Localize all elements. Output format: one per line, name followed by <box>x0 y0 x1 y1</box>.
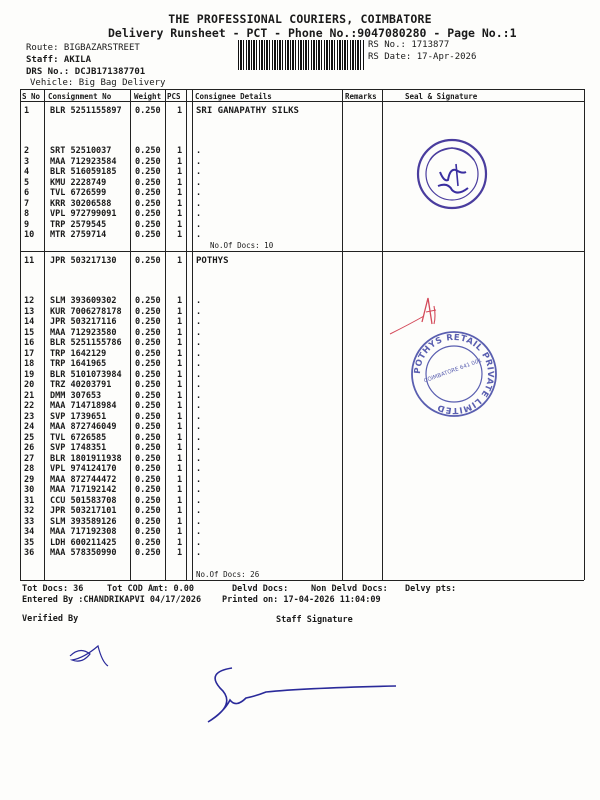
row-consignment-no: JPR 503217101 <box>50 506 117 516</box>
col-consignee: Consignee Details <box>195 92 272 101</box>
col-consignment: Consignment No <box>48 92 112 101</box>
row-pcs: 1 <box>177 411 183 422</box>
company-title: THE PROFESSIONAL COURIERS, COIMBATORE <box>168 12 432 26</box>
table-row <box>0 296 600 307</box>
col-seal-signature: Seal & Signature <box>405 92 478 101</box>
row-sno: 20 <box>24 380 35 390</box>
table-row <box>0 401 600 412</box>
row-weight: 0.250 <box>135 453 161 464</box>
row-weight: 0.250 <box>135 327 161 338</box>
delivered-docs: Delvd Docs: <box>232 584 289 594</box>
row-sno: 22 <box>24 401 35 411</box>
row-consignment-no: TRP 2579545 <box>50 219 107 230</box>
row-sno: 29 <box>24 474 35 485</box>
row-pcs: 1 <box>177 432 183 443</box>
col-sno: S No <box>22 92 41 101</box>
row-weight: 0.250 <box>135 411 161 422</box>
row-pcs: 1 <box>177 390 183 401</box>
row-weight: 0.250 <box>135 198 161 209</box>
row-pcs: 1 <box>177 474 183 485</box>
printed-on: Printed on: 17-04-2026 11:04:09 <box>222 595 381 605</box>
row-pcs: 1 <box>177 306 183 317</box>
row-consignee-mark: . <box>196 156 202 167</box>
row-consignment-no: TRZ 40203791 <box>50 380 112 390</box>
row-pcs: 1 <box>177 443 183 453</box>
row-pcs: 1 <box>177 256 183 266</box>
row-sno: 28 <box>24 464 35 474</box>
staff-signature-label: Staff Signature <box>276 615 353 625</box>
row-pcs: 1 <box>177 495 183 506</box>
route-label: Route: BIGBAZARSTREET <box>26 43 140 53</box>
consignee-name: SRI GANAPATHY SILKS <box>196 106 299 116</box>
row-sno: 36 <box>24 548 35 558</box>
drs-value: DCJB171387701 <box>74 67 146 77</box>
row-consignment-no: MAA 872746049 <box>50 422 117 432</box>
row-sno: 33 <box>24 516 35 527</box>
row-sno: 13 <box>24 306 35 317</box>
row-consignment-no: DMM 307653 <box>50 390 102 401</box>
row-pcs: 1 <box>177 516 183 527</box>
row-weight: 0.250 <box>135 485 161 495</box>
row-pcs: 1 <box>177 177 183 188</box>
table-row <box>0 178 600 189</box>
row-sno: 6 <box>24 188 30 198</box>
row-sno: 11 <box>24 256 35 266</box>
barcode <box>238 40 364 70</box>
row-consignee-mark: . <box>196 506 202 516</box>
drs-number <box>26 67 145 77</box>
non-delivered-docs: Non Delvd Docs: <box>311 584 388 594</box>
docs-count-note: No.Of Docs: 10 <box>210 241 274 250</box>
row-weight: 0.250 <box>135 167 161 177</box>
table-row <box>0 328 600 339</box>
row-pcs: 1 <box>177 317 183 327</box>
row-sno: 19 <box>24 369 35 380</box>
row-weight: 0.250 <box>135 495 161 506</box>
row-sno: 15 <box>24 327 35 338</box>
table-row <box>0 146 600 157</box>
row-pcs: 1 <box>177 146 183 156</box>
row-pcs: 1 <box>177 188 183 198</box>
row-consignment-no: BLR 5101073984 <box>50 369 122 380</box>
row-consignee-mark: . <box>196 401 202 411</box>
docs-count-note: No.Of Docs: 26 <box>196 570 260 579</box>
row-weight: 0.250 <box>135 230 161 240</box>
row-consignee-mark: . <box>196 359 202 369</box>
row-consignment-no: TRP 1642129 <box>50 348 107 359</box>
row-consignment-no: MAA 872744472 <box>50 474 117 485</box>
row-sno: 4 <box>24 167 30 177</box>
row-consignee-mark: . <box>196 411 202 422</box>
row-weight: 0.250 <box>135 338 161 348</box>
row-pcs: 1 <box>177 156 183 167</box>
row-weight: 0.250 <box>135 369 161 380</box>
entered-by: Entered By :CHANDRIKAPVI 04/17/2026 <box>22 595 202 605</box>
row-consignment-no: BLR 516059185 <box>50 167 117 177</box>
row-pcs: 1 <box>177 506 183 516</box>
table-row <box>0 220 600 231</box>
row-weight: 0.250 <box>135 348 161 359</box>
row-consignment-no: JPR 503217130 <box>50 256 117 266</box>
row-pcs: 1 <box>177 464 183 474</box>
row-consignment-no: MTR 2759714 <box>50 230 107 240</box>
row-consignee-mark: . <box>196 443 202 453</box>
row-sno: 9 <box>24 219 30 230</box>
row-consignment-no: KRR 30206588 <box>50 198 112 209</box>
row-pcs: 1 <box>177 209 183 219</box>
row-consignment-no: BLR 1801911938 <box>50 453 122 464</box>
total-docs: Tot Docs: 36 <box>22 584 84 594</box>
row-consignee-mark: . <box>196 327 202 338</box>
row-sno: 30 <box>24 485 35 495</box>
table-row <box>0 538 600 549</box>
vehicle-label: Vehicle: Big Bag Delivery <box>30 78 166 88</box>
row-consignee-mark: . <box>196 380 202 390</box>
row-consignee-mark: . <box>196 188 202 198</box>
row-pcs: 1 <box>177 548 183 558</box>
row-sno: 12 <box>24 296 35 306</box>
row-sno: 10 <box>24 230 35 240</box>
table-row <box>0 157 600 168</box>
row-weight: 0.250 <box>135 527 161 537</box>
table-row <box>0 517 600 528</box>
row-weight: 0.250 <box>135 317 161 327</box>
row-weight: 0.250 <box>135 390 161 401</box>
row-sno: 5 <box>24 177 30 188</box>
table-row <box>0 391 600 402</box>
ganapathy-stamp <box>412 134 494 214</box>
row-consignment-no: MAA 717192308 <box>50 527 117 537</box>
col-remarks: Remarks <box>345 92 377 101</box>
row-weight: 0.250 <box>135 209 161 219</box>
row-sno: 21 <box>24 390 35 401</box>
pothys-stamp-inner: COIMBATORE 641 001 <box>423 357 483 385</box>
row-pcs: 1 <box>177 106 183 116</box>
row-consignment-no: SVP 1739651 <box>50 411 107 422</box>
row-weight: 0.250 <box>135 380 161 390</box>
row-sno: 23 <box>24 411 35 422</box>
table-row <box>0 317 600 328</box>
row-sno: 14 <box>24 317 35 327</box>
row-sno: 16 <box>24 338 35 348</box>
row-weight: 0.250 <box>135 474 161 485</box>
rs-number: RS No.: 1713877 <box>368 40 450 50</box>
row-weight: 0.250 <box>135 422 161 432</box>
delivery-points: Delvy pts: <box>405 584 457 594</box>
row-sno: 26 <box>24 443 35 453</box>
row-consignee-mark: . <box>196 464 202 474</box>
verified-by-label: Verified By <box>22 614 79 624</box>
row-consignee-mark: . <box>196 296 202 306</box>
row-pcs: 1 <box>177 359 183 369</box>
drs-label: DRS No.: <box>26 67 70 77</box>
row-consignment-no: SLM 393609302 <box>50 296 117 306</box>
pothys-stamp <box>408 328 500 420</box>
table-row <box>0 380 600 391</box>
table-row <box>0 454 600 465</box>
table-row <box>0 230 600 241</box>
row-sno: 31 <box>24 495 35 506</box>
row-consignment-no: MAA 578350990 <box>50 548 117 558</box>
row-consignee-mark: . <box>196 177 202 188</box>
row-weight: 0.250 <box>135 359 161 369</box>
row-consignee-mark: . <box>196 306 202 317</box>
row-consignment-no: SVP 1748351 <box>50 443 107 453</box>
consignee-name: POTHYS <box>196 256 229 266</box>
row-consignee-mark: . <box>196 338 202 348</box>
row-pcs: 1 <box>177 348 183 359</box>
row-sno: 25 <box>24 432 35 443</box>
row-sno: 35 <box>24 537 35 548</box>
row-pcs: 1 <box>177 219 183 230</box>
table-row <box>0 433 600 444</box>
row-pcs: 1 <box>177 327 183 338</box>
row-weight: 0.250 <box>135 306 161 317</box>
pothys-stamp-text: POTHYS RETAIL PRIVATE LIMITED <box>412 332 496 416</box>
row-pcs: 1 <box>177 369 183 380</box>
table-row <box>0 307 600 318</box>
row-sno: 34 <box>24 527 35 537</box>
row-sno: 1 <box>24 106 30 116</box>
row-weight: 0.250 <box>135 177 161 188</box>
row-consignee-mark: . <box>196 219 202 230</box>
row-consignee-mark: . <box>196 369 202 380</box>
row-consignee-mark: . <box>196 422 202 432</box>
table-row <box>0 548 600 559</box>
table-row <box>0 370 600 381</box>
row-consignment-no: MAA 712923580 <box>50 327 117 338</box>
row-weight: 0.250 <box>135 548 161 558</box>
table-row <box>0 256 600 267</box>
row-weight: 0.250 <box>135 432 161 443</box>
row-consignee-mark: . <box>196 537 202 548</box>
staff-signature <box>198 658 428 728</box>
table-row <box>0 106 600 117</box>
row-consignee-mark: . <box>196 474 202 485</box>
table-row <box>0 527 600 538</box>
row-consignment-no: KMU 2228749 <box>50 177 107 188</box>
row-sno: 32 <box>24 506 35 516</box>
row-consignee-mark: . <box>196 548 202 558</box>
row-consignment-no: BLR 5251155786 <box>50 338 122 348</box>
row-sno: 2 <box>24 146 30 156</box>
row-consignee-mark: . <box>196 146 202 156</box>
table-row <box>0 359 600 370</box>
row-consignee-mark: . <box>196 209 202 219</box>
row-consignee-mark: . <box>196 495 202 506</box>
row-consignee-mark: . <box>196 390 202 401</box>
table-row <box>0 349 600 360</box>
row-consignment-no: CCU 501583708 <box>50 495 117 506</box>
row-pcs: 1 <box>177 401 183 411</box>
row-pcs: 1 <box>177 422 183 432</box>
row-weight: 0.250 <box>135 516 161 527</box>
row-pcs: 1 <box>177 198 183 209</box>
row-pcs: 1 <box>177 230 183 240</box>
row-sno: 24 <box>24 422 35 432</box>
row-sno: 27 <box>24 453 35 464</box>
row-consignment-no: VPL 972799091 <box>50 209 117 219</box>
row-consignment-no: BLR 5251155897 <box>50 106 122 116</box>
row-consignment-no: MAA 714718984 <box>50 401 117 411</box>
table-row <box>0 199 600 210</box>
row-sno: 7 <box>24 198 30 209</box>
row-sno: 18 <box>24 359 35 369</box>
row-pcs: 1 <box>177 537 183 548</box>
table-row <box>0 209 600 220</box>
row-pcs: 1 <box>177 485 183 495</box>
row-weight: 0.250 <box>135 443 161 453</box>
row-weight: 0.250 <box>135 256 161 266</box>
table-row <box>0 485 600 496</box>
row-consignment-no: MAA 717192142 <box>50 485 117 495</box>
table-row <box>0 443 600 454</box>
table-row <box>0 464 600 475</box>
row-weight: 0.250 <box>135 464 161 474</box>
row-weight: 0.250 <box>135 188 161 198</box>
row-consignee-mark: . <box>196 516 202 527</box>
row-consignee-mark: . <box>196 432 202 443</box>
row-consignment-no: KUR 7006278178 <box>50 306 122 317</box>
row-weight: 0.250 <box>135 146 161 156</box>
row-consignment-no: MAA 712923584 <box>50 156 117 167</box>
row-pcs: 1 <box>177 296 183 306</box>
row-consignee-mark: . <box>196 485 202 495</box>
row-consignment-no: JPR 503217116 <box>50 317 117 327</box>
row-pcs: 1 <box>177 167 183 177</box>
col-pcs: PCS <box>167 92 181 101</box>
table-row <box>0 338 600 349</box>
table-row <box>0 412 600 423</box>
row-consignee-mark: . <box>196 198 202 209</box>
row-pcs: 1 <box>177 527 183 537</box>
row-pcs: 1 <box>177 453 183 464</box>
row-consignee-mark: . <box>196 317 202 327</box>
row-consignment-no: TRP 1641965 <box>50 359 107 369</box>
row-consignment-no: LDH 600211425 <box>50 537 117 548</box>
row-consignee-mark: . <box>196 527 202 537</box>
row-sno: 8 <box>24 209 30 219</box>
row-weight: 0.250 <box>135 106 161 116</box>
row-consignee-mark: . <box>196 167 202 177</box>
row-weight: 0.250 <box>135 219 161 230</box>
table-row <box>0 475 600 486</box>
runsheet-title: Delivery Runsheet - PCT - Phone No.:9047080280 - Page No.:1 <box>108 26 517 40</box>
row-sno: 17 <box>24 348 35 359</box>
row-pcs: 1 <box>177 338 183 348</box>
rs-date: RS Date: 17-Apr-2026 <box>368 52 477 62</box>
row-consignment-no: TVL 6726599 <box>50 188 107 198</box>
row-consignee-mark: . <box>196 348 202 359</box>
row-pcs: 1 <box>177 380 183 390</box>
row-consignment-no: TVL 6726585 <box>50 432 107 443</box>
row-consignment-no: SRT 52510037 <box>50 146 112 156</box>
table-row <box>0 496 600 507</box>
verifier-signature <box>62 634 122 674</box>
row-weight: 0.250 <box>135 401 161 411</box>
table-row <box>0 422 600 433</box>
row-consignment-no: SLM 393589126 <box>50 516 117 527</box>
total-cod-amount: Tot COD Amt: 0.00 <box>107 584 194 594</box>
row-weight: 0.250 <box>135 537 161 548</box>
row-consignee-mark: . <box>196 230 202 240</box>
row-consignee-mark: . <box>196 453 202 464</box>
row-consignment-no: VPL 974124170 <box>50 464 117 474</box>
table-row <box>0 188 600 199</box>
row-weight: 0.250 <box>135 296 161 306</box>
table-row <box>0 167 600 178</box>
staff-label: Staff: AKILA <box>26 55 92 65</box>
table-row <box>0 506 600 517</box>
col-weight: Weight <box>134 92 162 101</box>
row-weight: 0.250 <box>135 156 161 167</box>
row-sno: 3 <box>24 156 30 167</box>
row-weight: 0.250 <box>135 506 161 516</box>
